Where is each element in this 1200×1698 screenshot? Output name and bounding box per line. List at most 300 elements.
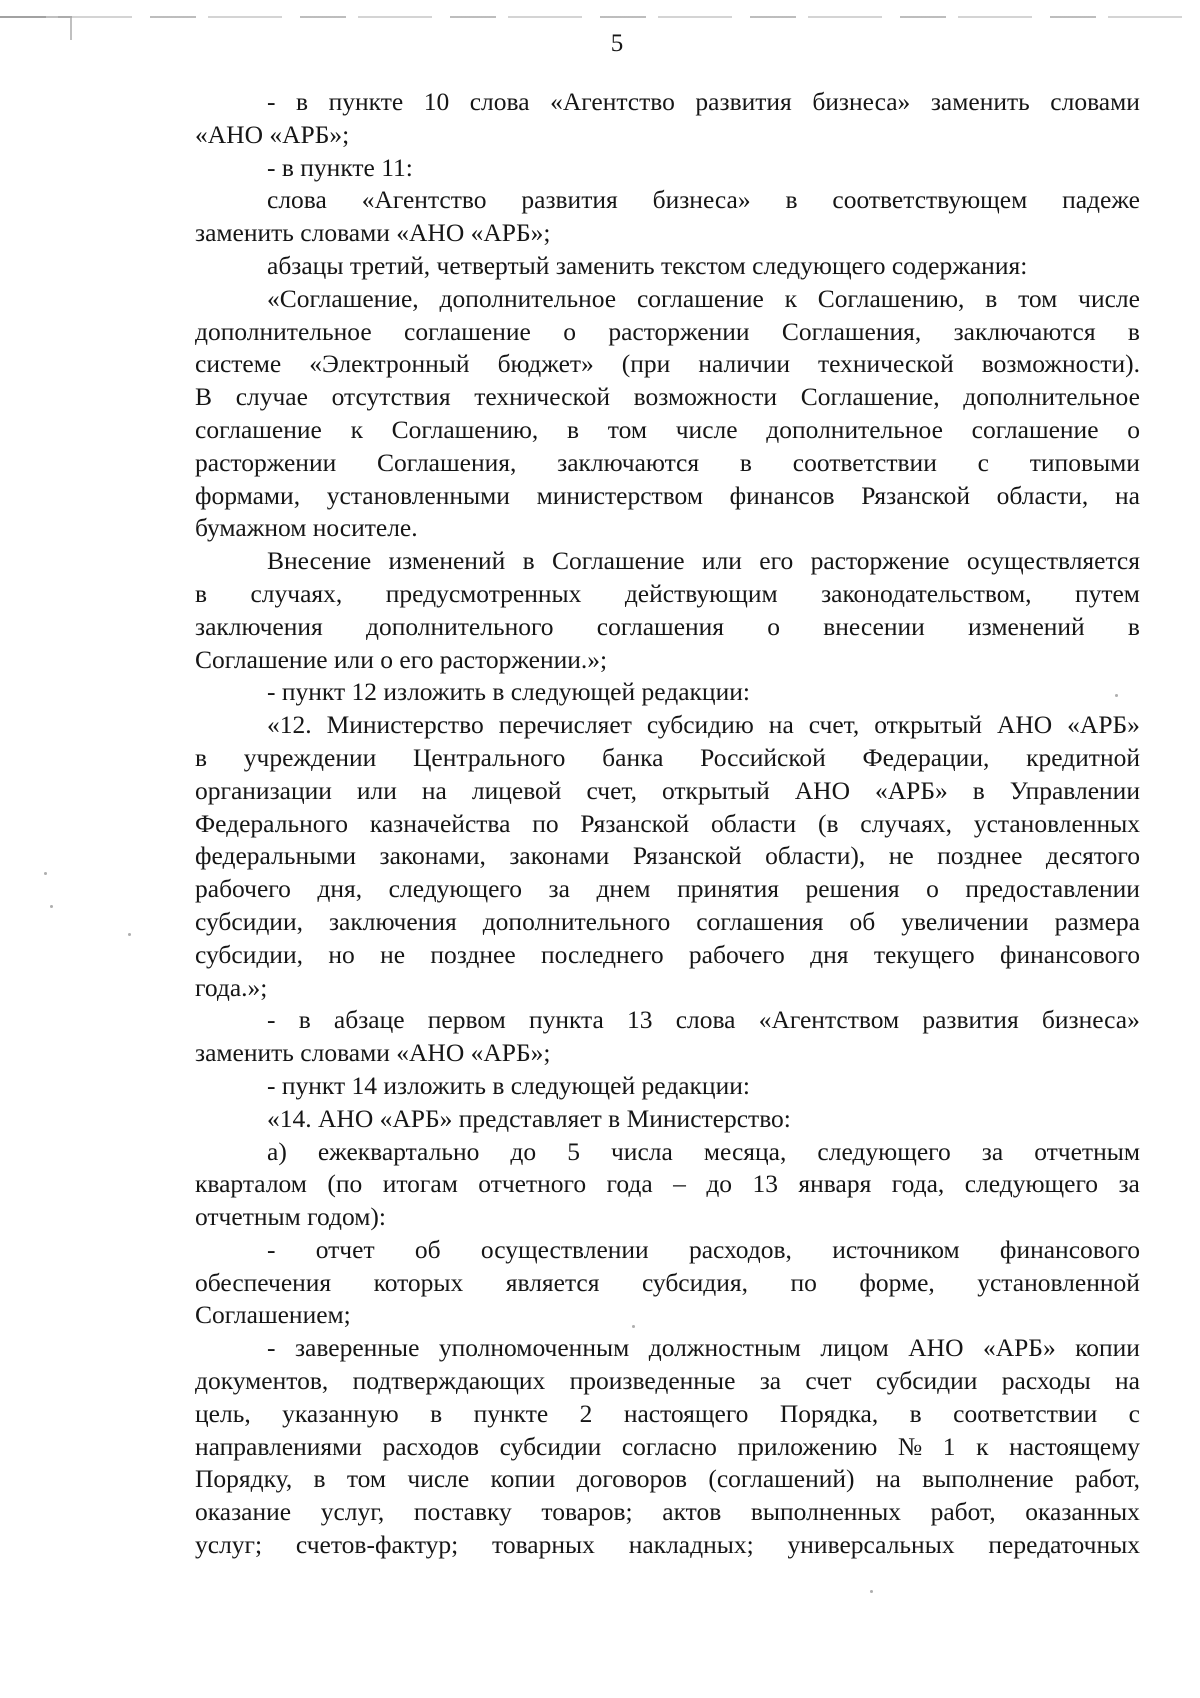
word: в <box>296 87 309 116</box>
word: возможности <box>633 382 778 412</box>
scan-dot <box>44 872 47 875</box>
word: открытый <box>874 710 982 740</box>
text-line <box>195 1267 1140 1300</box>
text-line: года.»; <box>195 972 268 1002</box>
word: Центрального <box>412 742 566 772</box>
word: типовыми <box>1029 447 1140 477</box>
text-line: отчетным годом): <box>195 1202 386 1232</box>
word: января <box>798 1169 872 1199</box>
text-line <box>195 906 1140 939</box>
text-line: Соглашение или о его расторжении.»; <box>195 644 608 674</box>
word: не <box>888 841 914 871</box>
word: Соглашению, <box>817 283 965 313</box>
word: дополнительное <box>439 283 617 313</box>
word: в <box>522 546 535 576</box>
text-line <box>195 840 1140 873</box>
word: законодательством, <box>821 578 1032 608</box>
word: соглашения <box>596 611 725 641</box>
word: или <box>356 775 397 805</box>
document-body <box>195 86 1140 1562</box>
word: подтверждающих <box>352 1366 546 1396</box>
word: заверенные <box>294 1333 420 1363</box>
word: к <box>976 1431 989 1461</box>
word: не <box>380 939 406 969</box>
text-line: «14. АНО «АРБ» представляет в Министерство: <box>267 1103 791 1133</box>
word: накладных; <box>628 1530 754 1560</box>
word: «АРБ» <box>1067 710 1140 740</box>
word: о <box>1127 414 1140 444</box>
word: расторжении <box>608 316 750 346</box>
word: Рязанской <box>580 808 690 838</box>
word: согласно <box>621 1431 717 1461</box>
word: наличии <box>698 349 791 379</box>
word: числа <box>610 1136 673 1166</box>
word: – <box>673 1169 686 1199</box>
word: отчет <box>315 1234 375 1264</box>
word: финансового <box>999 1234 1140 1264</box>
word: Порядка, <box>779 1398 879 1428</box>
word: к <box>350 414 363 444</box>
scan-dot <box>128 933 131 936</box>
word: расторжении <box>195 447 337 477</box>
word: дня, <box>317 874 363 904</box>
word: слова <box>675 1005 736 1035</box>
word: оказание <box>195 1497 292 1527</box>
text-line <box>195 480 1140 513</box>
text-line <box>195 611 1140 644</box>
word: абзаце <box>333 1005 405 1035</box>
word: днем <box>596 874 651 904</box>
text-line: Соглашением; <box>195 1300 351 1330</box>
word: числе <box>407 1464 470 1494</box>
word: - <box>267 1005 276 1035</box>
word: настоящему <box>1009 1431 1140 1461</box>
word: «Агентством <box>758 1005 900 1035</box>
word: субсидию <box>646 710 754 740</box>
word: Российской <box>700 742 826 772</box>
word: договоров <box>576 1464 688 1494</box>
word: выполнение <box>922 1464 1054 1494</box>
word: отсутствия <box>331 382 451 412</box>
word: бизнеса» <box>1041 1005 1140 1035</box>
word: области, <box>996 480 1089 510</box>
word: словами <box>1050 87 1140 116</box>
text-line <box>195 283 1140 316</box>
word: месяца, <box>703 1136 787 1166</box>
word: размера <box>1054 906 1140 936</box>
word: (в <box>817 808 839 838</box>
page-number: 5 <box>610 30 624 57</box>
text-line <box>195 1332 1140 1365</box>
word: перечисляет <box>498 710 632 740</box>
word: федеральными <box>195 841 357 871</box>
word: Соглашения, <box>377 447 517 477</box>
word: пункте <box>473 1398 549 1428</box>
word: учреждении <box>243 742 377 772</box>
word: но <box>328 939 355 969</box>
text-line <box>195 545 1140 578</box>
text-line: - пункт 12 изложить в следующей редакции: <box>267 677 750 707</box>
word: счет, <box>586 775 638 805</box>
word: а) <box>267 1136 287 1166</box>
word: - <box>267 87 276 116</box>
text-line <box>195 447 1140 480</box>
word: расходов <box>382 1431 480 1461</box>
word: передаточных <box>988 1530 1140 1560</box>
text-line <box>195 1136 1140 1169</box>
word: соответствующем <box>832 185 1028 215</box>
word: (соглашений) <box>708 1464 855 1494</box>
text-line <box>195 86 1140 119</box>
word: слова <box>469 87 530 116</box>
word: первом <box>427 1005 506 1035</box>
word: увеличении <box>901 906 1029 936</box>
word: 13 <box>627 1005 653 1035</box>
word: развития <box>695 87 792 116</box>
word: законами, <box>379 841 486 871</box>
word: расходы <box>1001 1366 1091 1396</box>
word: отчетным <box>1034 1136 1140 1166</box>
word: возможности). <box>981 349 1140 379</box>
text-line <box>195 316 1140 349</box>
word: которых <box>373 1267 464 1297</box>
word: кварталом <box>195 1169 307 1199</box>
text-line: заменить словами «АНО «АРБ»; <box>195 1038 551 1068</box>
word: бизнеса» <box>652 185 751 215</box>
word: по <box>532 808 559 838</box>
word: финансов <box>729 480 835 510</box>
word: или <box>701 546 742 576</box>
word: следующего <box>388 874 522 904</box>
word: соглашение <box>971 414 1099 444</box>
word: рабочего <box>195 874 291 904</box>
word: его <box>759 546 794 576</box>
word: соглашение <box>636 283 764 313</box>
word: организации <box>195 775 332 805</box>
word: на <box>421 775 447 805</box>
word: до <box>510 1136 537 1166</box>
text-line <box>195 348 1140 381</box>
word: обеспечения <box>195 1267 332 1297</box>
word: в <box>739 447 752 477</box>
word: случае <box>235 382 308 412</box>
word: Федерального <box>195 808 349 838</box>
word: соглашение <box>404 316 531 346</box>
word: заключаются <box>557 447 700 477</box>
word: 10 <box>423 87 450 116</box>
word: счет <box>805 1366 852 1396</box>
word: цель, <box>195 1398 251 1428</box>
word: об <box>414 1234 441 1264</box>
word: заключения <box>195 611 323 641</box>
word: бизнеса» <box>812 87 911 116</box>
word: том <box>346 1464 387 1494</box>
scan-dot <box>870 1590 873 1593</box>
word: к <box>784 283 797 313</box>
word: открытый <box>662 775 770 805</box>
word: дополнительное <box>766 414 943 444</box>
text-line <box>195 184 1140 217</box>
text-line <box>195 1365 1140 1398</box>
scan-dot <box>1115 694 1118 697</box>
word: текущего <box>873 939 975 969</box>
word: товаров; <box>541 1497 633 1527</box>
word: слова <box>267 185 327 215</box>
word: поставку <box>413 1497 512 1527</box>
text-line <box>195 709 1140 742</box>
word: об <box>849 906 876 936</box>
word: на <box>1114 480 1140 510</box>
word: установленной <box>977 1267 1140 1297</box>
word: пункта <box>528 1005 604 1035</box>
word: должностным <box>648 1333 801 1363</box>
scan-top-border <box>0 16 1200 18</box>
word: субсидия, <box>641 1267 748 1297</box>
word: документов, <box>195 1366 329 1396</box>
word: товарных <box>492 1530 595 1560</box>
word: итогам <box>382 1169 458 1199</box>
word: В <box>195 382 213 412</box>
word: в <box>298 1005 311 1035</box>
word: до <box>706 1169 733 1199</box>
word: Внесение <box>267 546 372 576</box>
word: 2 <box>579 1398 593 1428</box>
word: АНО <box>908 1333 964 1363</box>
word: субсидии, <box>195 906 303 936</box>
word: установленных <box>973 808 1140 838</box>
word: 13 <box>752 1169 778 1199</box>
word: года <box>606 1169 653 1199</box>
text-line <box>195 742 1140 775</box>
word: отчетного <box>478 1169 587 1199</box>
word: числе <box>1078 283 1140 313</box>
word: том <box>607 414 648 444</box>
word: в <box>430 1398 443 1428</box>
word: соглашение <box>195 414 322 444</box>
word: приложению <box>737 1431 878 1461</box>
word: следующего <box>964 1169 1099 1199</box>
text-line <box>195 1463 1140 1496</box>
word: субсидии, <box>195 939 303 969</box>
word: предусмотренных <box>385 578 582 608</box>
word: года, <box>891 1169 945 1199</box>
word: за <box>759 1366 782 1396</box>
word: за <box>1118 1169 1140 1199</box>
word: с <box>1128 1398 1140 1428</box>
text-line <box>195 1496 1140 1529</box>
word: «АРБ» <box>982 1333 1056 1363</box>
word: субсидии <box>499 1431 602 1461</box>
word: последнего <box>541 939 664 969</box>
word: АНО <box>996 710 1053 740</box>
word: в <box>972 775 985 805</box>
word: работ, <box>1074 1464 1140 1494</box>
word: Соглашение, <box>800 382 940 412</box>
word: дополнительного <box>482 906 671 936</box>
word: счетов-фактур; <box>295 1530 459 1560</box>
word: в <box>567 414 580 444</box>
word: Соглашение <box>552 546 685 576</box>
text-line <box>195 1529 1140 1562</box>
word: пункте <box>328 87 404 116</box>
word: финансового <box>999 939 1140 969</box>
text-line <box>195 414 1140 447</box>
word: лицевой <box>471 775 562 805</box>
word: на <box>768 710 794 740</box>
text-line <box>195 873 1140 906</box>
scan-dot <box>632 1325 635 1328</box>
word: Федерации, <box>862 742 990 772</box>
word: изменений <box>967 611 1085 641</box>
word: настоящего <box>623 1398 749 1428</box>
text-line <box>195 1004 1140 1037</box>
word: бюджет» <box>497 349 594 379</box>
scan-dot <box>50 905 53 908</box>
word: предоставлении <box>965 874 1140 904</box>
word: законами <box>509 841 610 871</box>
word: Соглашению, <box>391 414 539 444</box>
word: в <box>195 742 208 772</box>
word: в <box>909 1398 922 1428</box>
word: лицом <box>820 1333 889 1363</box>
word: направлениями <box>195 1431 362 1461</box>
word: министерством <box>536 480 703 510</box>
word: указанную <box>282 1398 399 1428</box>
word: Рязанской <box>632 841 742 871</box>
text-line <box>195 775 1140 808</box>
text-line <box>195 939 1140 972</box>
word: услуг, <box>320 1497 385 1527</box>
word: на <box>1115 1366 1140 1396</box>
word: - <box>267 1333 276 1363</box>
word: о <box>767 611 781 641</box>
word: субсидии <box>875 1366 978 1396</box>
word: развития <box>922 1005 1019 1035</box>
word: банка <box>602 742 664 772</box>
text-line: бумажном носителе. <box>195 513 418 543</box>
word: том <box>1018 283 1058 313</box>
word: является <box>505 1267 600 1297</box>
word: - <box>267 1234 276 1264</box>
word: действующим <box>624 578 778 608</box>
word: позднее <box>430 939 516 969</box>
word: «Электронный <box>309 349 470 379</box>
word: расходов, <box>688 1234 792 1264</box>
text-line <box>195 381 1140 414</box>
word: дополнительное <box>195 316 372 346</box>
word: «Агентство <box>361 185 487 215</box>
word: соответствии <box>792 447 937 477</box>
word: технической <box>474 382 610 412</box>
word: в <box>195 578 208 608</box>
word: универсальных <box>787 1530 955 1560</box>
word: заключения <box>328 906 457 936</box>
word: «АРБ» <box>874 775 948 805</box>
word: по <box>790 1267 817 1297</box>
word: заключаются <box>953 316 1096 346</box>
text-line: заменить словами «АНО «АРБ»; <box>195 218 551 248</box>
text-line <box>195 1234 1140 1267</box>
word: случаях, <box>250 578 343 608</box>
word: за <box>981 1136 1004 1166</box>
word: рабочего <box>688 939 785 969</box>
word: «Агентство <box>550 87 675 116</box>
text-line: - пункт 14 изложить в следующей редакции: <box>267 1070 750 1100</box>
word: АНО <box>794 775 850 805</box>
word: технической <box>818 349 954 379</box>
word: внесении <box>823 611 925 641</box>
word: «12. <box>267 710 312 740</box>
word: Рязанской <box>861 480 970 510</box>
word: изменений <box>388 546 506 576</box>
word: осуществлении <box>480 1234 649 1264</box>
word: «Соглашение, <box>267 283 419 313</box>
text-line <box>195 578 1140 611</box>
word: в <box>985 283 998 313</box>
word: с <box>977 447 989 477</box>
word: следующего <box>817 1136 951 1166</box>
word: актов <box>662 1497 722 1527</box>
word: в <box>1127 316 1140 346</box>
word: Управлении <box>1009 775 1140 805</box>
word: области <box>710 808 797 838</box>
text-line: «АНО «АРБ»; <box>195 119 350 149</box>
word: заменить <box>930 87 1030 116</box>
word: казначейства <box>369 808 511 838</box>
word: принятия <box>677 874 780 904</box>
word: форме, <box>859 1267 935 1297</box>
word: дня <box>810 939 849 969</box>
word: услуг; <box>195 1530 263 1560</box>
word: о <box>926 874 939 904</box>
word: источником <box>832 1234 960 1264</box>
word: счет, <box>808 710 860 740</box>
word: установленными <box>326 480 510 510</box>
text-line <box>195 1431 1140 1464</box>
word: копии <box>490 1464 556 1494</box>
word: ежеквартально <box>317 1136 480 1166</box>
word: расторжение <box>810 546 950 576</box>
word: позднее <box>937 841 1023 871</box>
word: 5 <box>567 1136 580 1166</box>
word: в <box>1127 611 1140 641</box>
word: 1 <box>942 1431 956 1461</box>
word: дополнительного <box>365 611 554 641</box>
text-line: абзацы третий, четвертый заменить текстом следующего содержания: <box>267 250 1028 280</box>
word: оказанных <box>1025 1497 1140 1527</box>
word: десятого <box>1045 841 1140 871</box>
word: на <box>875 1464 901 1494</box>
word: числе <box>675 414 738 444</box>
word: в <box>313 1464 326 1494</box>
word: за <box>548 874 570 904</box>
word: соглашения <box>696 906 824 936</box>
word: решения <box>805 874 900 904</box>
word: произведенные <box>569 1366 736 1396</box>
text-line <box>195 808 1140 841</box>
word: № <box>897 1431 923 1461</box>
word: развития <box>521 185 618 215</box>
word: уполномоченным <box>438 1333 630 1363</box>
word: путем <box>1074 578 1140 608</box>
text-line: - в пункте 11: <box>267 152 413 182</box>
word: в <box>785 185 798 215</box>
word: дополнительное <box>963 382 1140 412</box>
word: формами, <box>195 480 301 510</box>
word: системе <box>195 349 282 379</box>
word: Министерство <box>326 710 484 740</box>
word: работ, <box>930 1497 996 1527</box>
